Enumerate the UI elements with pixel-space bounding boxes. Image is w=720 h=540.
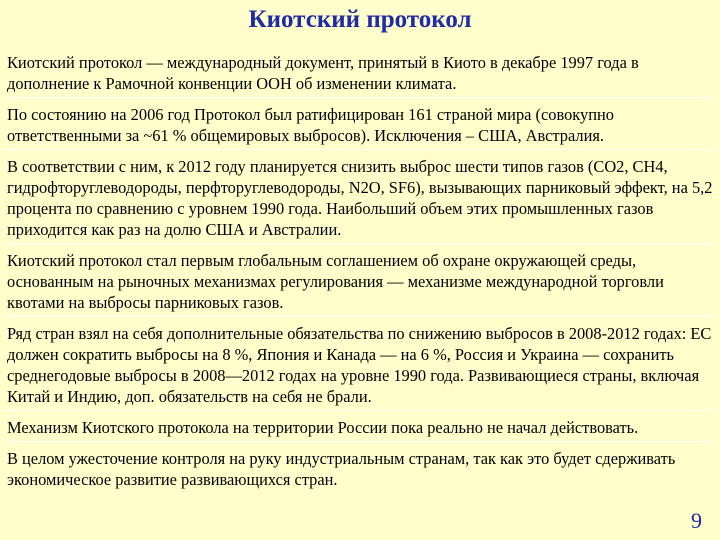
paragraph-country-obligations: Ряд стран взял на себя дополнительные обязательства по снижению выбросов в 2008-2012 годах: ЕС должен сократить выбросы на 8 %, Япония и Канада — на 6 %, Россия и Украина — сохранить среднегодовые выбросы в 2008—2012 годах на уровне 1990 года. Развивающиеся страны, включая Китай и Индию, доп. обязательств на себя не брали. — [7, 323, 715, 411]
paragraph-ratification: По состоянию на 2006 год Протокол был ратифицирован 161 страной мира (совокупно ответственными за ~61 % общемировых выбросов). Исключения – США, Австралия. — [7, 104, 715, 150]
paragraph-market-mechanisms: Киотский протокол стал первым глобальным соглашением об охране окружающей среды, основанным на рыночных механизмах регулирования — механизме международной торговли квотами на выбросы парниковых газов. — [7, 250, 715, 317]
slide-title: Киотский протокол — [248, 6, 472, 33]
paragraph-russia: Механизм Киотского протокола на территории России пока реально не начал действовать. — [7, 417, 715, 442]
paragraph-definition: Киотский протокол — международный документ, принятый в Киото в декабре 1997 года в дополнение к Рамочной конвенции ООН об изменении климата. — [7, 52, 715, 98]
paragraph-emission-targets: В соответствии с ним, к 2012 году планируется снизить выброс шести типов газов (СО2, СН4, гидрофторуглеводороды, перфторуглеводороды, N2O, SF6), вызывающих парниковый эффект, на 5,2 процента по сравнению с уровнем 1990 года. Наибольший объем этих промышленных газов приходится как раз на долю США и Австралии. — [7, 156, 715, 244]
slide-body — [7, 52, 715, 499]
paragraph-conclusion: В целом ужесточение контроля на руку индустриальным странам, так как это будет сдерживать экономическое развитие развивающихся стран. — [7, 449, 676, 489]
page-number: 9 — [691, 508, 702, 533]
